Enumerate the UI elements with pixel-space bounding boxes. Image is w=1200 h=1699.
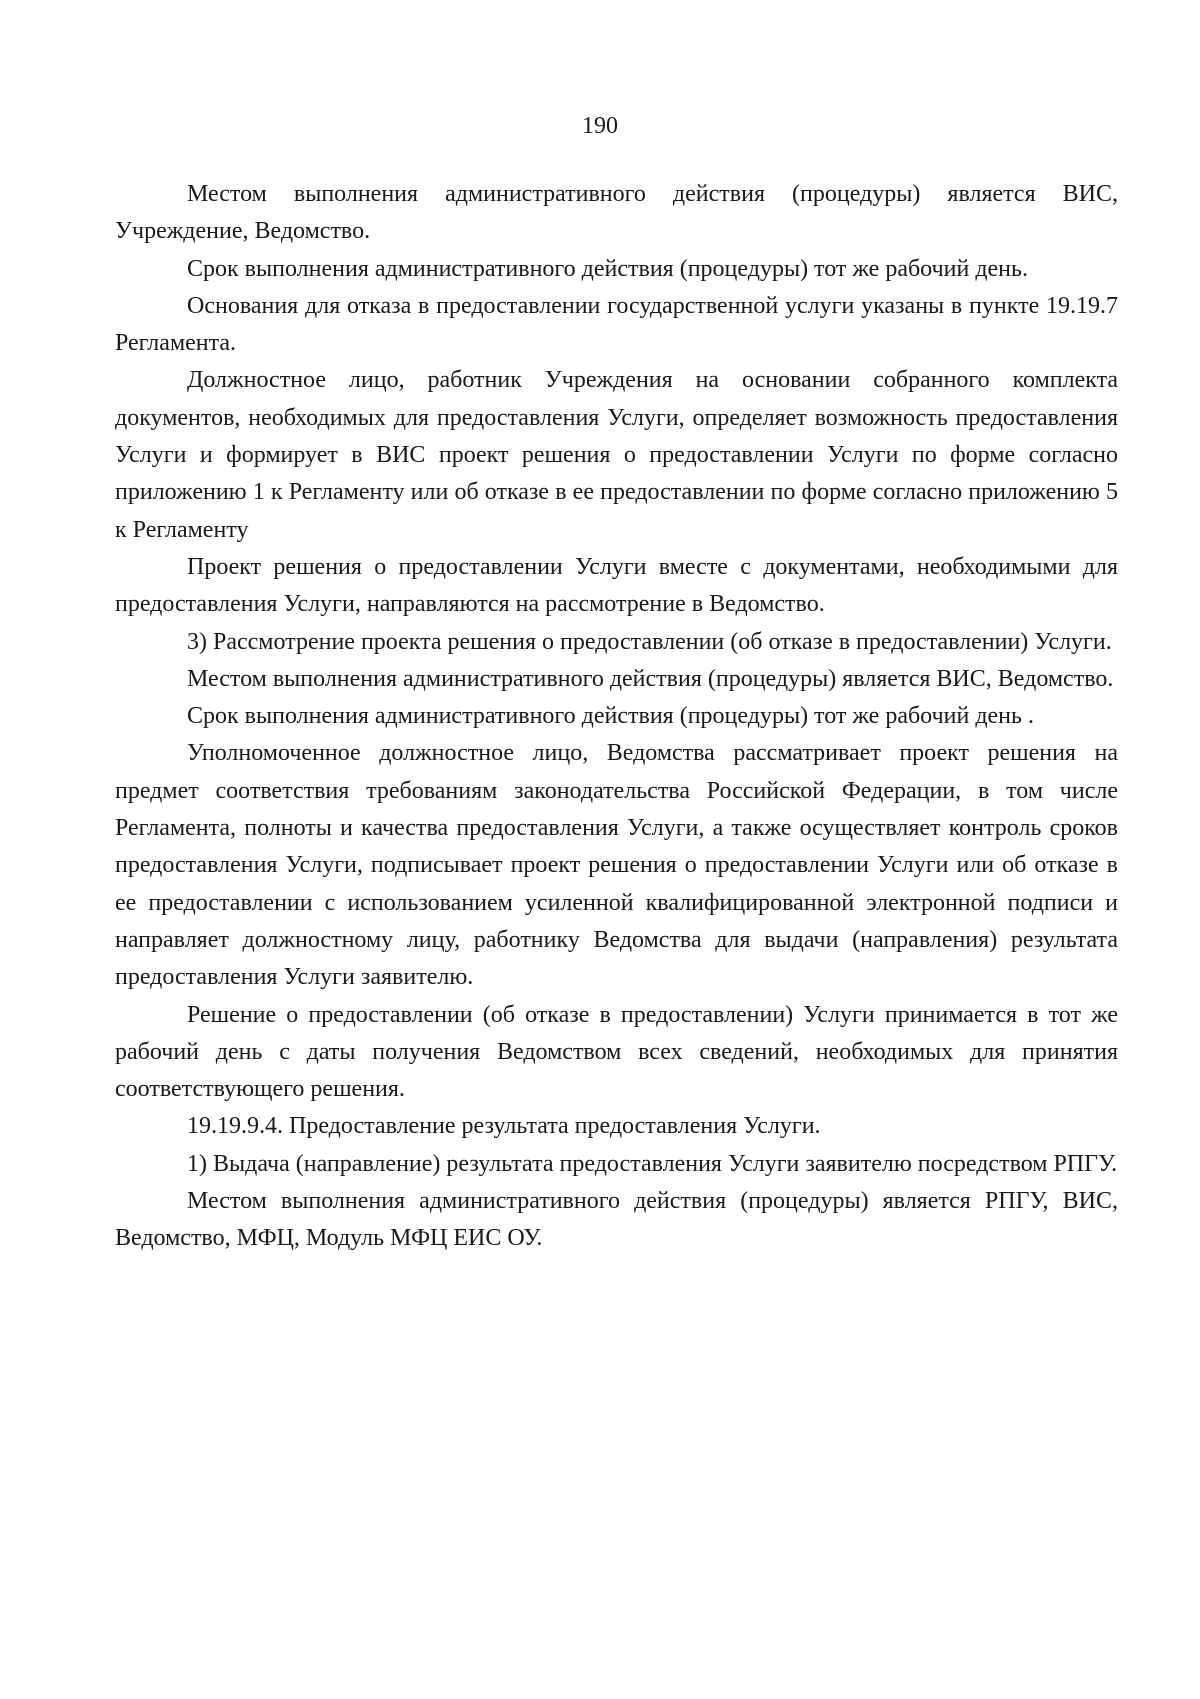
paragraph: Срок выполнения административного действия (процедуры) тот же рабочий день. <box>187 255 1028 282</box>
paragraph: Срок выполнения административного действия (процедуры) тот же рабочий день . <box>187 703 1034 730</box>
paragraph: Проект решения о предоставлении Услуги вместе с документами, необходимыми для предоставления Услуги, направляются на рассмотрение в Ведомство. <box>115 553 1118 618</box>
paragraph: Должностное лицо, работник Учреждения на основании собранного комплекта документов, необходимых для предоставления Услуги, определяет возможность предоставления Услуги и формирует в ВИС проект решения о предоставлении Услуги по форме согласно приложению 1 к Регламенту или об отказе в ее предоставлении по форме согласно приложению 5 к Регламенту <box>115 367 1118 543</box>
paragraph: Основания для отказа в предоставлении государственной услуги указаны в пункте 19.19.7 Регламента. <box>115 292 1118 357</box>
paragraph: Решение о предоставлении (об отказе в предоставлении) Услуги принимается в тот же рабочий день с даты получения Ведомством всех сведений, необходимых для принятия соответствующего решения. <box>115 1001 1118 1103</box>
document-body <box>115 176 1118 1258</box>
paragraph: 1) Выдача (направление) результата предоставления Услуги заявителю посредством РПГУ. <box>187 1150 1118 1177</box>
paragraph: 19.19.9.4. Предоставление результата предоставления Услуги. <box>187 1113 821 1140</box>
paragraph: Местом выполнения административного действия (процедуры) является РПГУ, ВИС, Ведомство, МФЦ, Модуль МФЦ ЕИС ОУ. <box>115 1188 1118 1252</box>
paragraph: 3) Рассмотрение проекта решения о предоставлении (об отказе в предоставлении) Услуги. <box>187 628 1112 655</box>
paragraph: Уполномоченное должностное лицо, Ведомства рассматривает проект решения на предмет соответствия требованиям законодательства Российской Федерации, в том числе Регламента, полноты и качества предоставления Услуги, а также осуществляет контроль сроков предоставления Услуги, подписывает проект решения о предоставлении Услуги или об отказе в ее предоставлении с использованием усиленной квалифицированной электронной подписи и направляет должностному лицу, работнику Ведомства для выдачи (направления) результата предоставления Услуги заявителю. <box>115 740 1118 991</box>
paragraph: Местом выполнения административного действия (процедуры) является ВИС, Учреждение, Ведомство. <box>115 181 1118 245</box>
paragraph: Местом выполнения административного действия (процедуры) является ВИС, Ведомство. <box>187 665 1114 692</box>
page-number: 190 <box>582 113 618 139</box>
